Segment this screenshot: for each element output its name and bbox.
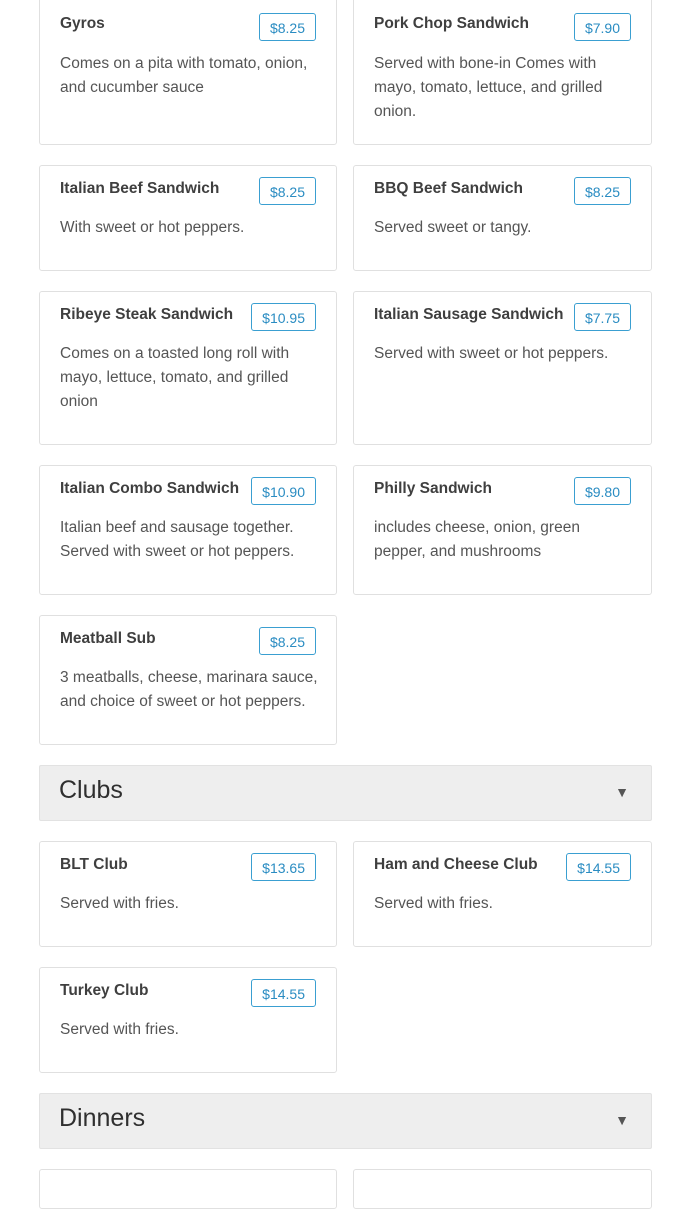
menu-item-card <box>353 465 652 595</box>
section-title: Clubs <box>59 776 123 804</box>
menu-item-card <box>39 615 337 745</box>
item-description: Italian beef and sausage together. Served with sweet or hot peppers. <box>60 519 295 560</box>
price-button[interactable]: $13.65 <box>251 853 316 881</box>
price-button[interactable]: $8.25 <box>259 13 316 41</box>
price-button[interactable]: $7.90 <box>574 13 631 41</box>
item-name: Pork Chop Sandwich <box>374 15 530 32</box>
menu-item-card <box>39 967 337 1073</box>
item-description: Served sweet or tangy. <box>374 219 532 236</box>
menu-item-card <box>39 1169 337 1209</box>
menu-item-card <box>353 291 652 445</box>
item-description: 3 meatballs, cheese, marinara sauce, and choice of sweet or hot peppers. <box>60 669 318 710</box>
item-name: Ribeye Steak Sandwich <box>60 306 234 323</box>
menu-item-card <box>39 291 337 445</box>
menu-item-card <box>39 465 337 595</box>
item-description: includes cheese, onion, green pepper, and mushrooms <box>374 519 580 560</box>
menu-item-card <box>353 841 652 947</box>
price-button[interactable]: $10.95 <box>251 303 316 331</box>
menu-item-card <box>39 165 337 271</box>
item-name: Philly Sandwich <box>374 480 492 497</box>
price-button[interactable]: $9.80 <box>574 477 631 505</box>
item-description: Comes on a pita with tomato, onion, and cucumber sauce <box>60 55 308 96</box>
menu-item-card <box>353 165 652 271</box>
price-button[interactable]: $8.25 <box>259 627 316 655</box>
item-description: With sweet or hot peppers. <box>60 219 245 236</box>
price-button[interactable]: $14.55 <box>251 979 316 1007</box>
item-name: Ham and Cheese Club <box>374 856 538 873</box>
menu-item-card <box>39 841 337 947</box>
item-description: Served with fries. <box>60 1021 179 1038</box>
price-button[interactable]: $8.25 <box>259 177 316 205</box>
menu-item-card <box>353 1169 652 1209</box>
chevron-down-icon: ▼ <box>615 784 629 800</box>
item-description: Served with bone-in Comes with mayo, tomato, lettuce, and grilled onion. <box>374 55 603 120</box>
item-description: Served with fries. <box>60 895 179 912</box>
item-description: Served with fries. <box>374 895 493 912</box>
chevron-down-icon: ▼ <box>615 1112 629 1128</box>
item-name: Turkey Club <box>60 982 149 999</box>
section-header-dinners[interactable] <box>39 1093 652 1149</box>
section-header-clubs[interactable] <box>39 765 652 821</box>
section-title: Dinners <box>59 1104 146 1132</box>
item-description: Served with sweet or hot peppers. <box>374 345 609 362</box>
item-name: Italian Beef Sandwich <box>60 180 220 197</box>
item-description: Comes on a toasted long roll with mayo, lettuce, tomato, and grilled onion <box>60 345 290 410</box>
item-name: Meatball Sub <box>60 630 156 647</box>
price-button[interactable]: $7.75 <box>574 303 631 331</box>
price-button[interactable]: $8.25 <box>574 177 631 205</box>
price-button[interactable]: $10.90 <box>251 477 316 505</box>
menu-item-card <box>39 0 337 145</box>
item-name: BLT Club <box>60 856 128 873</box>
item-name: Italian Sausage Sandwich <box>374 306 564 323</box>
menu-item-card <box>353 0 652 145</box>
item-name: Gyros <box>60 15 105 32</box>
item-name: Italian Combo Sandwich <box>60 480 240 497</box>
item-name: BBQ Beef Sandwich <box>374 180 523 197</box>
price-button[interactable]: $14.55 <box>566 853 631 881</box>
